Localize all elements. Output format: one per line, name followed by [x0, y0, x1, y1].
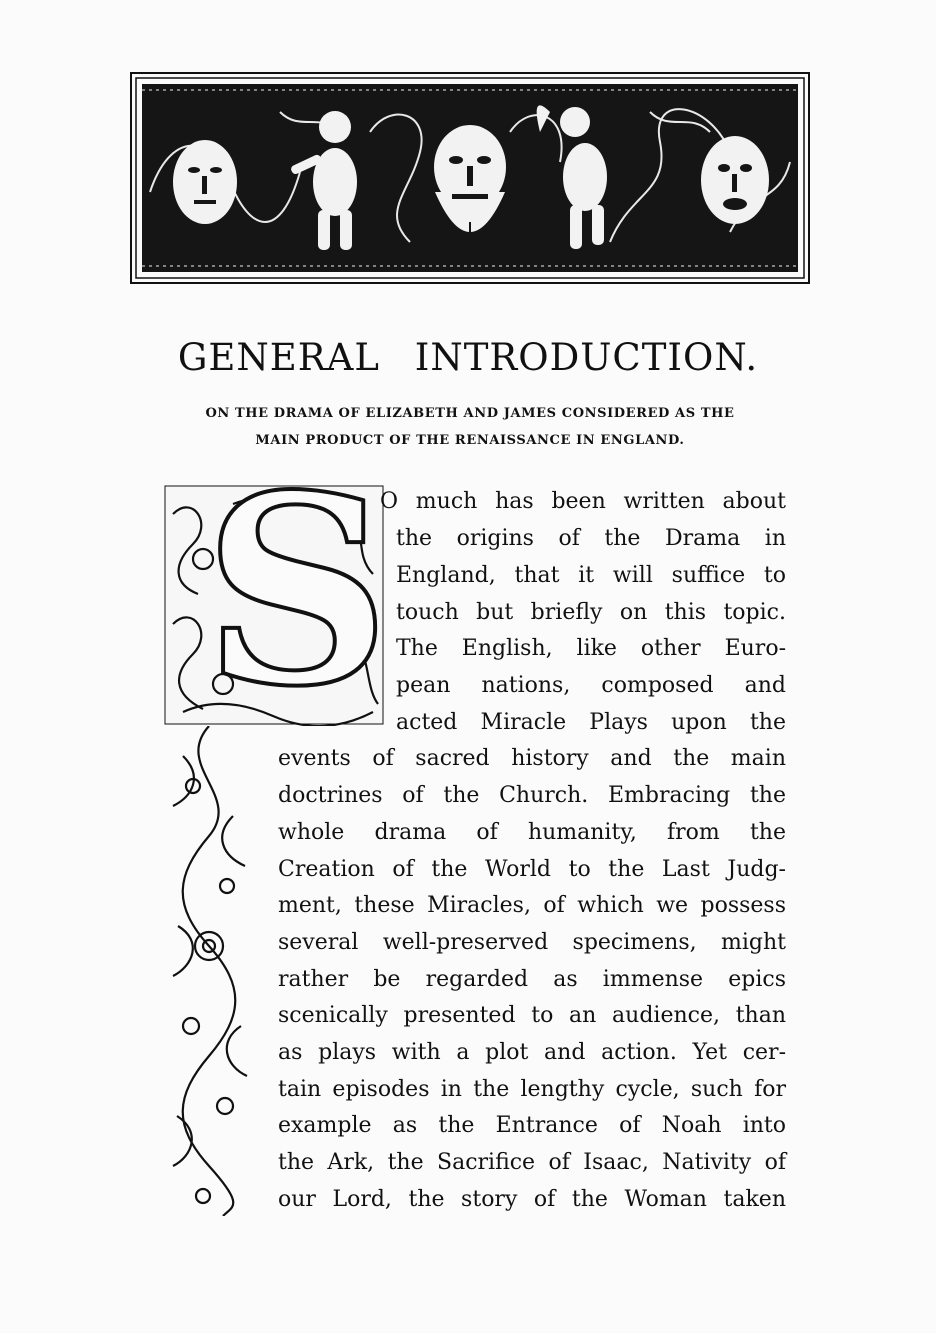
text-line: events of sacred history and the main: [278, 746, 786, 771]
text-line: rather be regarded as immense epics: [278, 967, 786, 992]
text-line: ment, these Miracles, of which we possess: [278, 893, 786, 918]
text-line: our Lord, the story of the Woman taken: [278, 1187, 786, 1212]
text-line: the Ark, the Sacrifice of Isaac, Nativity of: [278, 1150, 786, 1175]
decorated-initial: [163, 439, 391, 744]
vine-ornament: [163, 726, 255, 1216]
text-line: tain episodes in the lengthy cycle, such for: [278, 1077, 786, 1102]
text-line: O much has been written about: [380, 489, 786, 514]
text-line: several well-preserved specimens, might: [278, 930, 786, 955]
text-line: Creation of the World to the Last Judg-: [278, 857, 786, 882]
initial-letter: S: [203, 439, 391, 744]
page-title: GENERAL INTRODUCTION.: [177, 336, 759, 379]
headband-illustration: [130, 72, 810, 284]
text-line: pean nations, composed and: [396, 673, 786, 698]
text-line: acted Miracle Plays upon the: [396, 710, 786, 735]
text-line: as plays with a plot and action. Yet cer-: [278, 1040, 786, 1065]
text-line: England, that it will suffice to: [396, 563, 786, 588]
text-line: doctrines of the Church. Embracing the: [278, 783, 786, 808]
text-line: touch but briefly on this topic.: [396, 600, 786, 625]
text-line: whole drama of humanity, from the: [278, 820, 786, 845]
subtitle-line: ON THE DRAMA OF ELIZABETH AND JAMES CONSIDERED AS THE: [205, 406, 735, 421]
text-line: the origins of the Drama in: [396, 526, 786, 551]
text-line: example as the Entrance of Noah into: [278, 1113, 786, 1138]
ornamental-headband: [130, 72, 810, 284]
decorative-border-strip: [163, 726, 255, 1216]
text-line: The English, like other Euro-: [396, 636, 786, 661]
text-line: scenically presented to an audience, than: [278, 1003, 786, 1028]
subtitle-line: MAIN PRODUCT OF THE RENAISSANCE IN ENGLAND.: [255, 433, 685, 448]
